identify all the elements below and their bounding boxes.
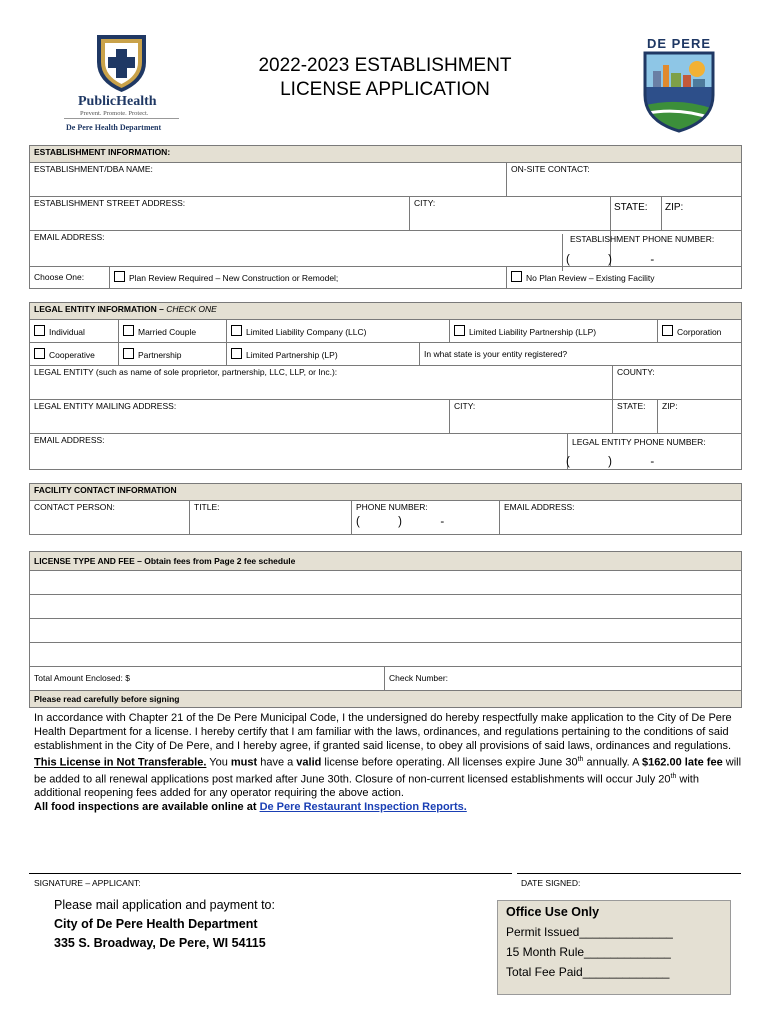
title-line-1: 2022-2023 ESTABLISHMENT	[258, 55, 512, 76]
state-label: STATE:	[611, 197, 662, 230]
checkbox[interactable]	[231, 348, 242, 359]
terms-must: must	[230, 756, 258, 769]
facility-email-label: EMAIL ADDRESS:	[504, 502, 575, 512]
office-use-heading: Office Use Only	[506, 905, 600, 919]
inspections-line	[34, 800, 744, 814]
checkbox[interactable]	[511, 271, 522, 282]
option-lp[interactable]	[227, 343, 420, 366]
legal-email-label: EMAIL ADDRESS:	[34, 435, 105, 445]
mail-instructions	[54, 896, 275, 953]
certification-text	[34, 711, 744, 814]
email-label: EMAIL ADDRESS:	[34, 232, 105, 242]
legal-email-field[interactable]	[30, 434, 568, 470]
legal-phone-format: ( ) -	[566, 456, 655, 468]
checkbox[interactable]	[34, 348, 45, 359]
option-label: Limited Liability Partnership (LLP)	[469, 326, 597, 337]
phone-label: ESTABLISHMENT PHONE NUMBER:	[570, 234, 715, 244]
inspection-reports-link[interactable]: De Pere Restaurant Inspection Reports.	[259, 801, 467, 814]
legal-city-label: CITY:	[454, 401, 476, 411]
public-health-logo	[64, 32, 179, 137]
checkbox[interactable]	[454, 325, 465, 336]
establishment-name-field[interactable]	[30, 163, 507, 197]
county-field[interactable]	[613, 366, 742, 400]
plan-review-label: Plan Review Required – New Construction or Remodel;	[129, 273, 339, 283]
option-llc[interactable]	[227, 320, 450, 343]
legal-state-label: STATE:	[617, 401, 646, 411]
facility-email-field[interactable]	[500, 501, 742, 535]
facility-heading: FACILITY CONTACT INFORMATION	[30, 484, 742, 501]
option-label: Corporation	[677, 326, 722, 337]
date-signed-label: DATE SIGNED:	[521, 878, 581, 888]
terms-text: license before operating. All licenses expire June 30	[321, 756, 578, 769]
total-amount-field[interactable]	[30, 667, 385, 691]
option-married-couple[interactable]	[119, 320, 227, 343]
terms-sup: th	[577, 756, 584, 763]
date-signed-line[interactable]	[517, 873, 741, 874]
checkbox[interactable]	[662, 325, 673, 336]
check-number-field[interactable]	[385, 667, 742, 691]
license-line-2[interactable]	[30, 595, 742, 619]
legal-heading-italic: CHECK ONE	[166, 304, 217, 314]
de-pere-logo	[639, 36, 719, 136]
title-field[interactable]	[190, 501, 352, 535]
logo-dept: De Pere Health Department	[66, 123, 162, 132]
checkbox[interactable]	[231, 325, 242, 336]
logo-name: PublicHealth	[78, 94, 157, 109]
state-question: In what state is your entity registered?	[424, 348, 568, 359]
license-line-3[interactable]	[30, 619, 742, 643]
option-label: Married Couple	[138, 326, 197, 337]
late-fee-text: $162.00 late fee	[641, 756, 723, 769]
option-label: Cooperative	[49, 349, 95, 360]
street-address-label: ESTABLISHMENT STREET ADDRESS:	[34, 198, 186, 208]
city-crest-icon	[639, 51, 719, 133]
license-line-4[interactable]	[30, 643, 742, 667]
checkbox[interactable]	[114, 271, 125, 282]
establishment-section	[29, 145, 742, 289]
license-heading: LICENSE TYPE AND FEE – Obtain fees from Page 2 fee schedule	[30, 552, 742, 571]
legal-phone-label: LEGAL ENTITY PHONE NUMBER:	[572, 437, 706, 447]
legal-entity-label: LEGAL ENTITY (such as name of sole proprietor, partnership, LLC, LLP, or Inc.):	[34, 367, 338, 377]
permit-issued-field: Permit Issued______________	[506, 925, 673, 939]
option-partnership[interactable]	[119, 343, 227, 366]
establishment-phone-format: ( ) -	[566, 254, 655, 266]
establishment-heading: ESTABLISHMENT INFORMATION:	[30, 146, 742, 163]
registration-state-field[interactable]	[420, 343, 742, 366]
choose-one-label: Choose One:	[30, 267, 110, 289]
checkbox[interactable]	[34, 325, 45, 336]
street-address-field[interactable]	[30, 197, 410, 231]
facility-phone-label: PHONE NUMBER:	[356, 502, 428, 512]
option-label: Limited Partnership (LP)	[246, 349, 338, 360]
license-section	[29, 551, 742, 708]
facility-phone-field[interactable]	[352, 501, 500, 535]
terms-text: annually. A	[583, 756, 642, 769]
legal-entity-heading	[30, 303, 742, 320]
title-line-2: LICENSE APPLICATION	[280, 79, 490, 100]
option-label: Partnership	[138, 349, 182, 360]
not-transferable-text: This License in Not Transferable.	[34, 756, 207, 769]
title-label: TITLE:	[194, 502, 220, 512]
legal-zip-field[interactable]	[658, 400, 742, 434]
total-fee-paid-field: Total Fee Paid_____________	[506, 965, 670, 979]
license-terms	[34, 753, 744, 800]
mail-line-2: City of De Pere Health Department	[54, 917, 258, 931]
signature-label: SIGNATURE – APPLICANT:	[34, 878, 141, 888]
no-plan-review-option[interactable]	[507, 267, 742, 289]
mailing-address-label: LEGAL ENTITY MAILING ADDRESS:	[34, 401, 177, 411]
establishment-name-label: ESTABLISHMENT/DBA NAME:	[34, 164, 153, 174]
legal-state-field[interactable]	[613, 400, 658, 434]
city-label: CITY:	[414, 198, 436, 208]
plan-review-option[interactable]	[110, 267, 507, 289]
logo-tagline: Prevent. Promote. Protect.	[80, 110, 149, 117]
zip-label: ZIP:	[665, 202, 684, 213]
onsite-contact-label: ON-SITE CONTACT:	[511, 164, 590, 174]
checkbox[interactable]	[123, 348, 134, 359]
checkbox[interactable]	[123, 325, 134, 336]
page-title	[200, 54, 570, 102]
state-zip-field[interactable]	[611, 197, 742, 231]
no-plan-review-label: No Plan Review – Existing Facility	[526, 273, 655, 283]
terms-valid: valid	[296, 756, 322, 769]
legal-entity-section	[29, 302, 742, 470]
legal-city-field[interactable]	[450, 400, 613, 434]
option-corporation[interactable]	[658, 320, 742, 343]
option-cooperative[interactable]	[30, 343, 119, 366]
option-individual[interactable]	[30, 320, 119, 343]
read-before-signing-heading: Please read carefully before signing	[30, 691, 742, 708]
mail-line-1: Please mail application and payment to:	[54, 898, 275, 912]
legal-zip-label: ZIP:	[662, 401, 678, 411]
mailing-address-field[interactable]	[30, 400, 450, 434]
terms-text: You	[206, 756, 231, 769]
office-use-box	[497, 900, 731, 995]
shield-cross-icon	[64, 32, 179, 94]
terms-text: with additional reopening fees added for any operator requiring the above action.	[34, 773, 699, 800]
onsite-contact-field[interactable]	[507, 163, 742, 197]
facility-phone-format: ( ) -	[356, 516, 445, 528]
email-field[interactable]	[30, 231, 611, 267]
month-rule-field: 15 Month Rule_____________	[506, 945, 671, 959]
license-line-1[interactable]	[30, 571, 742, 595]
total-amount-label: Total Amount Enclosed: $	[34, 673, 130, 683]
contact-person-field[interactable]	[30, 501, 190, 535]
terms-text: have a	[257, 756, 297, 769]
certification-paragraph: In accordance with Chapter 21 of the De Pere Municipal Code, I the undersigned do hereby respectfully make application to the City of De Pere Health Department for a license. I hereby certify that I am familiar with the laws, ordinances, and regulations pertaining to the conditions of said establishment in the City of De Pere, and I hereby agree, if granted said license, to obey all provisions of said laws, ordinances and regulations.	[34, 712, 732, 752]
check-number-label: Check Number:	[389, 673, 449, 683]
contact-person-label: CONTACT PERSON:	[34, 502, 115, 512]
city-field[interactable]	[410, 197, 611, 231]
option-label: Limited Liability Company (LLC)	[246, 326, 367, 337]
legal-entity-name-field[interactable]	[30, 366, 613, 400]
signature-line[interactable]	[29, 873, 512, 874]
mail-line-3: 335 S. Broadway, De Pere, WI 54115	[54, 936, 266, 950]
option-llp[interactable]	[450, 320, 658, 343]
option-label: Individual	[49, 326, 85, 337]
legal-heading-text: LEGAL ENTITY INFORMATION –	[34, 304, 167, 314]
county-label: COUNTY:	[617, 367, 655, 377]
inspections-text: All food inspections are available online at	[34, 801, 260, 814]
facility-contact-section	[29, 483, 742, 535]
terms-sup: th	[670, 772, 677, 780]
de-pere-logo-text: DE PERE	[646, 36, 712, 51]
terms-text: will be added to all renewal applications post marked after June 30th. Closure of non-current licensed establishments will occur July 20	[34, 756, 742, 786]
